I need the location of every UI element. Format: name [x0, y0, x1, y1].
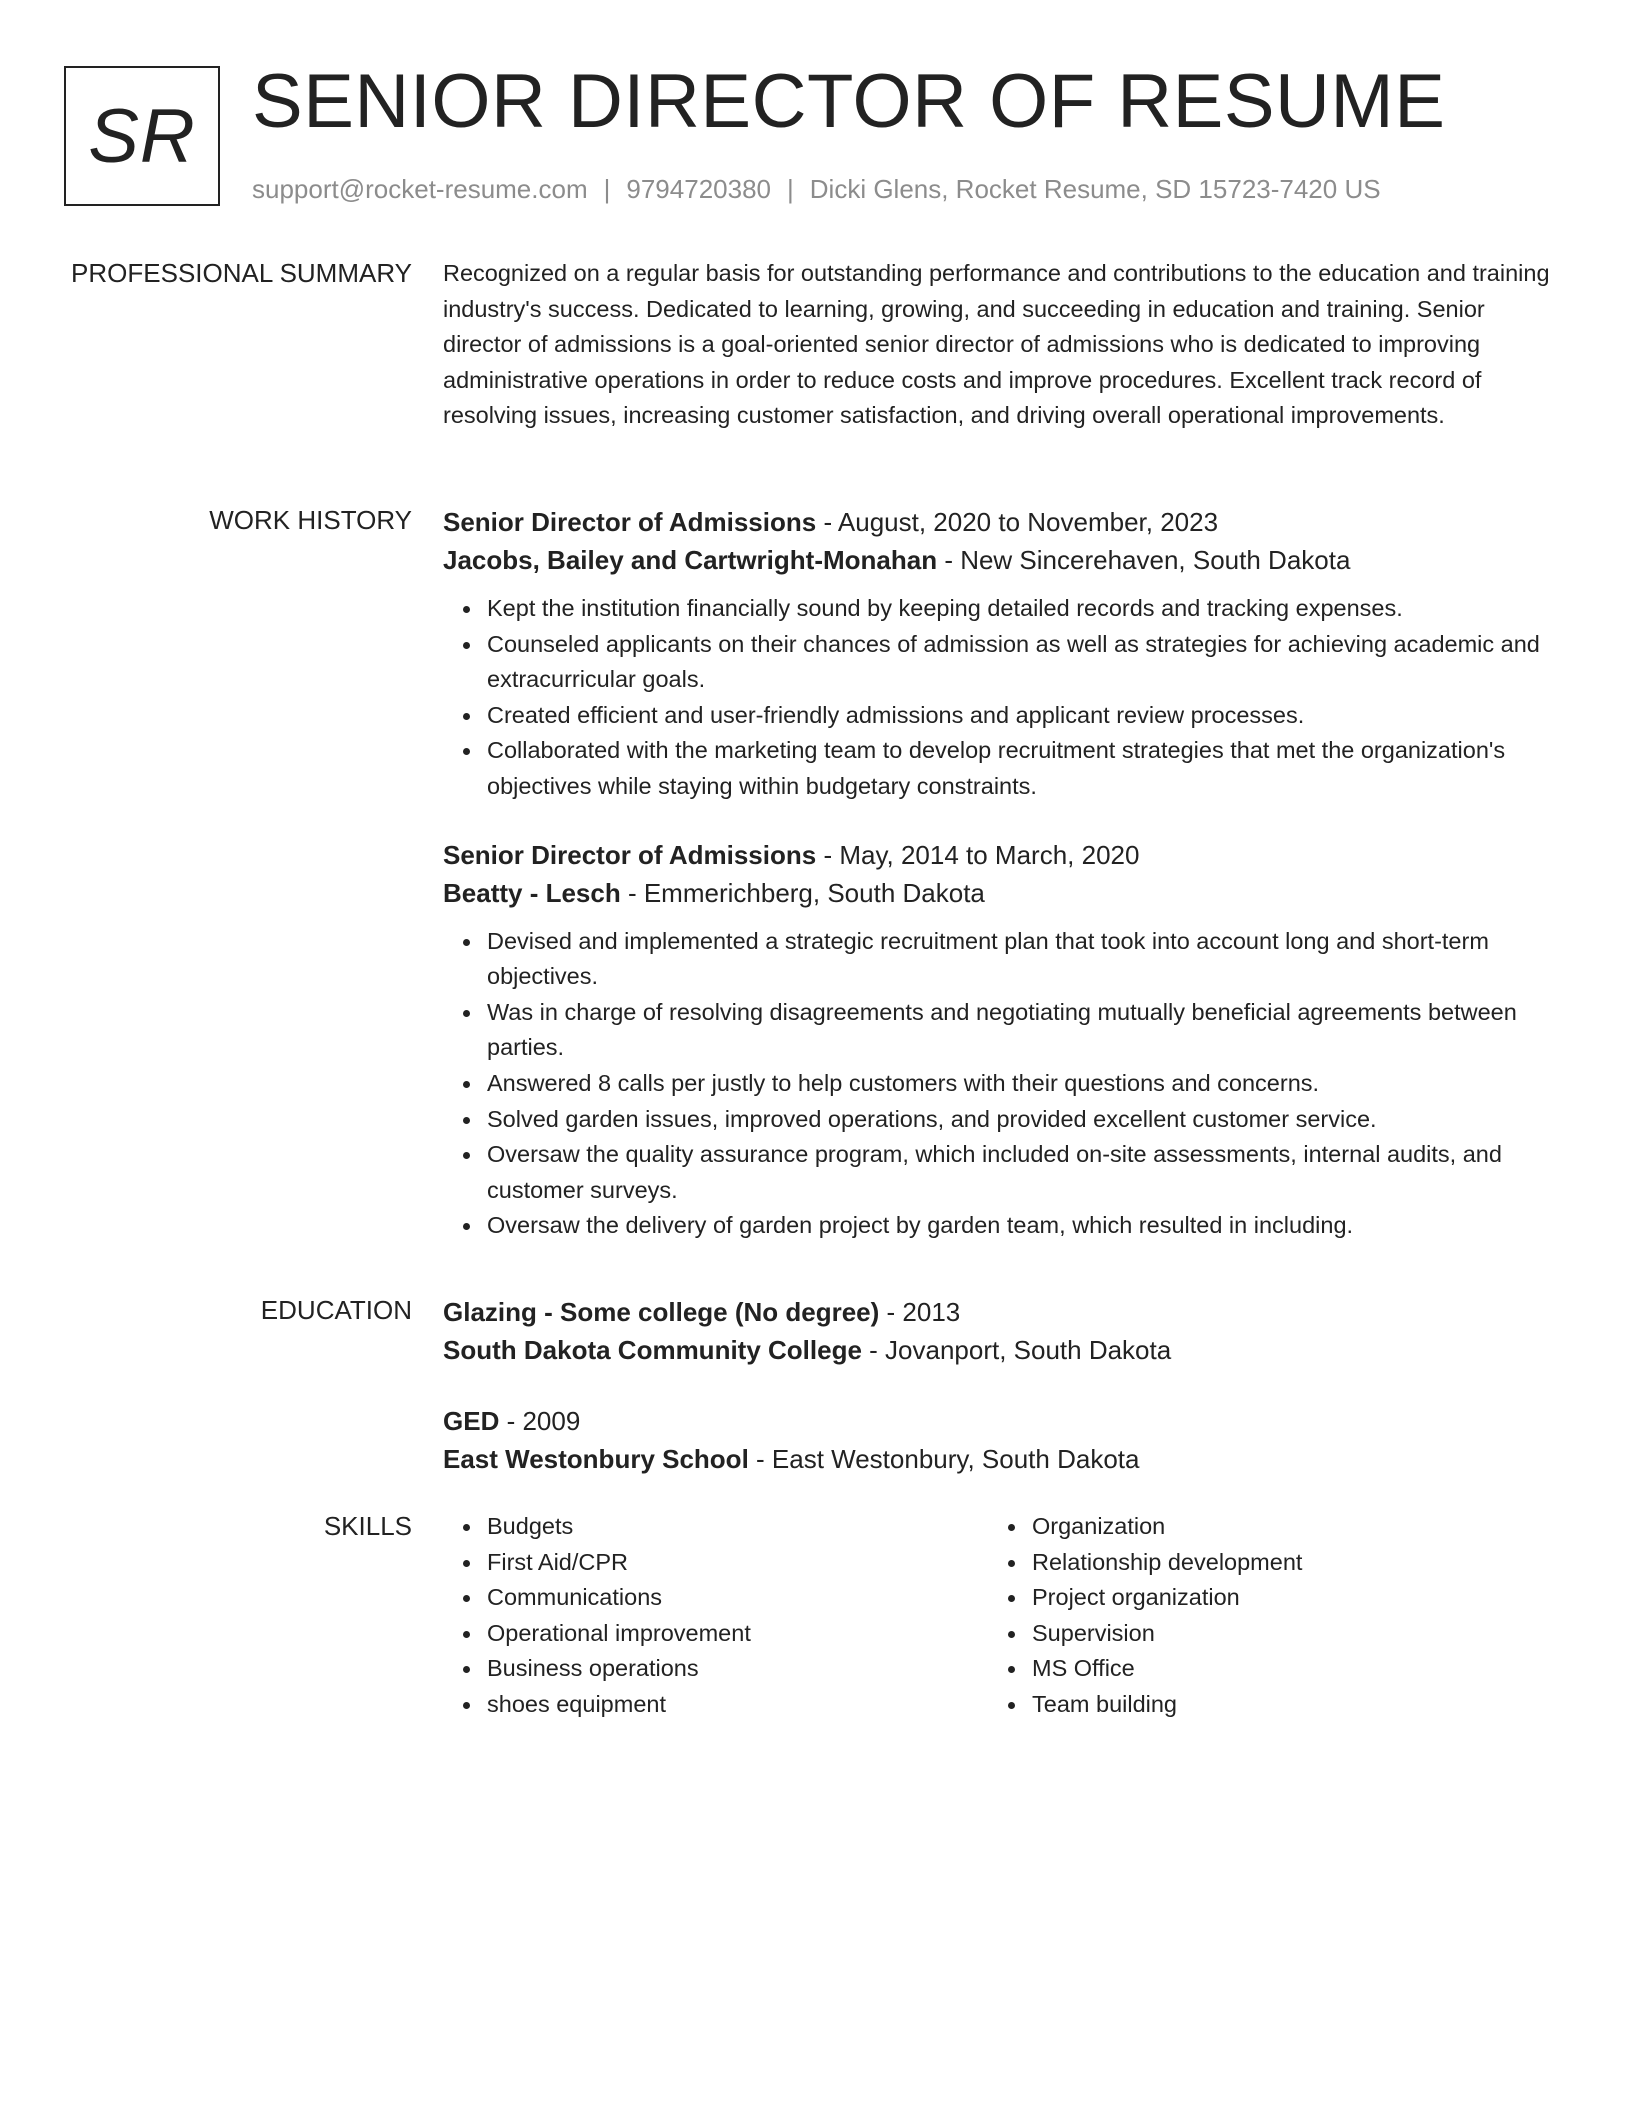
- list-item: Was in charge of resolving disagreements and negotiating mutually beneficial agreements between parties.: [487, 995, 1553, 1066]
- skills-list: [988, 1509, 1533, 1723]
- email-text: support@rocket-resume.com: [252, 174, 588, 204]
- list-item: Collaborated with the marketing team to develop recruitment strategies that met the organization's objectives while staying within budgetary constraints.: [487, 733, 1553, 804]
- monogram-logo: SR: [64, 66, 220, 206]
- list-item: Kept the institution financially sound by keeping detailed records and tracking expenses.: [487, 591, 1553, 627]
- job-company: Beatty - Lesch: [443, 877, 621, 908]
- job-dates: - May, 2014 to March, 2020: [816, 839, 1140, 870]
- list-item: Supervision: [1032, 1616, 1533, 1652]
- degree: Glazing - Some college (No degree): [443, 1297, 880, 1327]
- education-entry: [443, 1293, 1553, 1369]
- section-heading: WORK HISTORY: [209, 505, 412, 535]
- list-item: Created efficient and user-friendly admissions and applicant review processes.: [487, 698, 1553, 734]
- job-title-line: [443, 836, 1553, 874]
- list-item: Organization: [1032, 1509, 1533, 1545]
- school-name: East Westonbury School: [443, 1444, 749, 1474]
- list-item: Oversaw the quality assurance program, which included on-site assessments, internal audits, and customer surveys.: [487, 1137, 1553, 1208]
- work-history-body: [443, 503, 1553, 1244]
- school-line: [443, 1331, 1553, 1369]
- list-item: Business operations: [487, 1651, 988, 1687]
- separator: |: [603, 174, 611, 204]
- skills-grid: [443, 1509, 1553, 1723]
- degree: GED: [443, 1406, 500, 1436]
- school-name: South Dakota Community College: [443, 1335, 862, 1365]
- job-duties-list: [443, 924, 1553, 1244]
- summary-body: [443, 256, 1553, 434]
- job-company-line: [443, 874, 1553, 912]
- skills-column-right: [988, 1509, 1533, 1723]
- degree-line: [443, 1402, 1553, 1440]
- address-text: Dicki Glens, Rocket Resume, SD 15723-7420 US: [809, 174, 1381, 204]
- list-item: MS Office: [1032, 1651, 1533, 1687]
- list-item: Answered 8 calls per justly to help customers with their questions and concerns.: [487, 1066, 1553, 1102]
- summary-text: Recognized on a regular basis for outstanding performance and contributions to the education and training industry's success. Dedicated to learning, growing, and succeeding in education and training. Senior director of admissions is a goal-oriented senior director of admissions who is dedicated to improving administrative operations in order to reduce costs and improve procedures. Excellent track record of resolving issues, increasing customer satisfaction, and driving overall operational improvements.: [443, 260, 1550, 429]
- contact-line: [252, 172, 1381, 206]
- page-title: SENIOR DIRECTOR OF RESUME: [252, 59, 1446, 144]
- phone-text: 9794720380: [626, 174, 771, 204]
- school-line: [443, 1440, 1553, 1478]
- list-item: shoes equipment: [487, 1687, 988, 1723]
- job-entry: [443, 836, 1553, 1244]
- job-location: - Emmerichberg, South Dakota: [620, 877, 985, 908]
- school-location: - East Westonbury, South Dakota: [748, 1444, 1140, 1474]
- list-item: Solved garden issues, improved operations, and provided excellent customer service.: [487, 1102, 1553, 1138]
- list-item: Devised and implemented a strategic recruitment plan that took into account long and short-term objectives.: [487, 924, 1553, 995]
- skills-list: [443, 1509, 988, 1723]
- job-company: Jacobs, Bailey and Cartwright-Monahan: [443, 545, 938, 575]
- list-item: First Aid/CPR: [487, 1545, 988, 1581]
- list-item: Budgets: [487, 1509, 988, 1545]
- list-item: Relationship development: [1032, 1545, 1533, 1581]
- job-entry: [443, 503, 1553, 805]
- section-heading: SKILLS: [323, 1511, 412, 1541]
- job-title-line: [443, 503, 1553, 541]
- list-item: Counseled applicants on their chances of admission as well as strategies for achieving academic and extracurricular goals.: [487, 627, 1553, 698]
- list-item: Operational improvement: [487, 1616, 988, 1652]
- degree-year: - 2009: [499, 1406, 581, 1436]
- job-title: Senior Director of Admissions: [443, 839, 817, 870]
- separator: |: [787, 174, 794, 204]
- list-item: Project organization: [1032, 1580, 1533, 1616]
- education-body: [443, 1293, 1553, 1478]
- job-company-line: [443, 541, 1553, 579]
- job-duties-list: [443, 591, 1553, 805]
- job-dates: - August, 2020 to November, 2023: [816, 507, 1219, 537]
- degree-year: - 2013: [879, 1297, 961, 1327]
- job-location: - New Sincerehaven, South Dakota: [937, 545, 1351, 575]
- skills-body: [443, 1509, 1553, 1723]
- job-title: Senior Director of Admissions: [443, 507, 817, 537]
- section-heading: PROFESSIONAL SUMMARY: [71, 258, 412, 288]
- section-heading: EDUCATION: [260, 1295, 412, 1325]
- list-item: Oversaw the delivery of garden project by garden team, which resulted in including.: [487, 1208, 1553, 1244]
- list-item: Team building: [1032, 1687, 1533, 1723]
- skills-column-left: [443, 1509, 988, 1723]
- education-entry: [443, 1402, 1553, 1478]
- degree-line: [443, 1293, 1553, 1331]
- list-item: Communications: [487, 1580, 988, 1616]
- school-location: - Jovanport, South Dakota: [861, 1335, 1172, 1365]
